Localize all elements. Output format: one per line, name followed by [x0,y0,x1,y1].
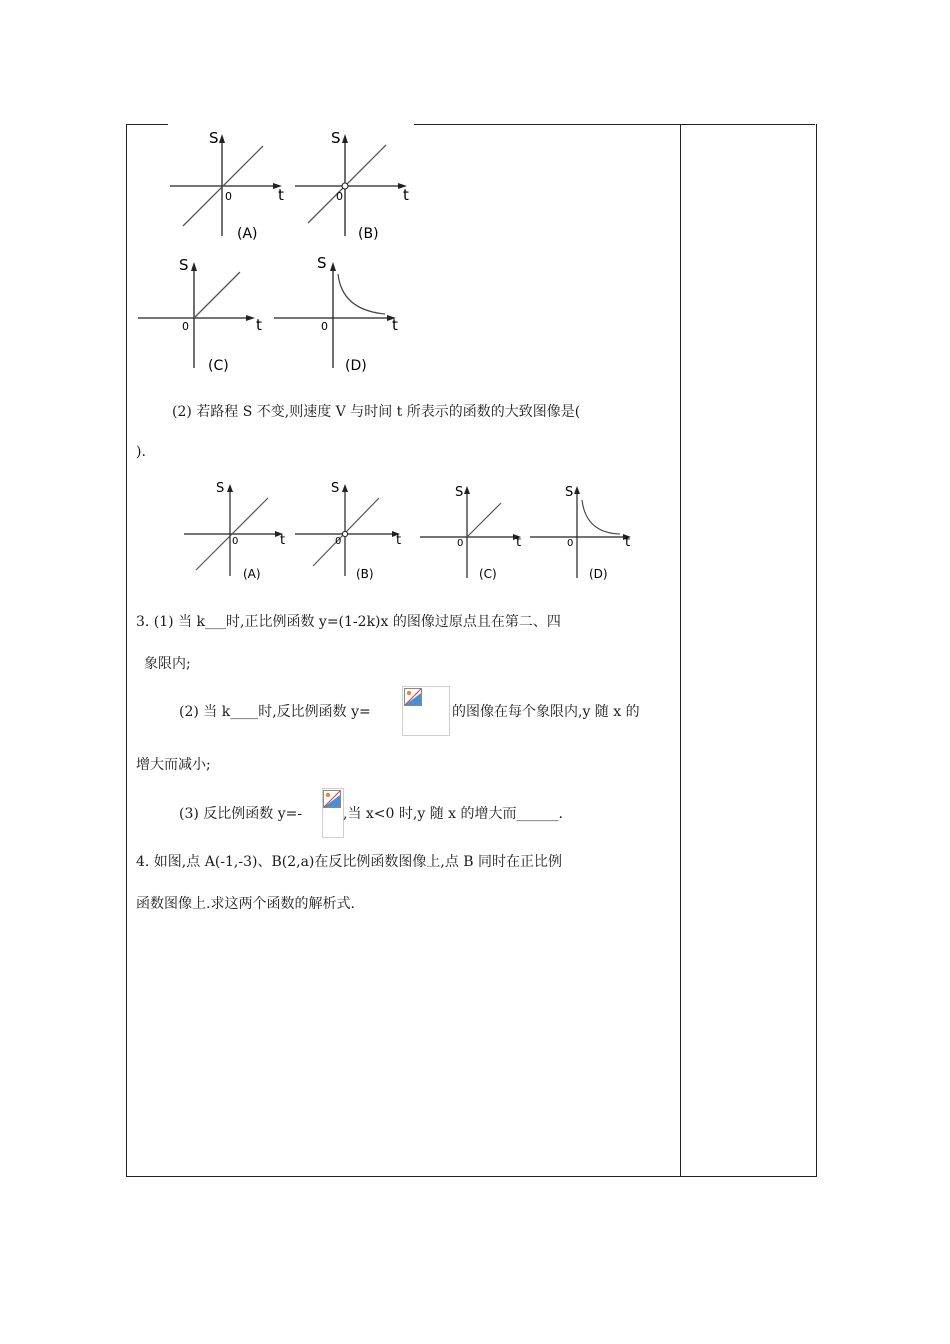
svg-text:(A): (A) [237,226,258,242]
question-3-part-1-continued: 象限内; [144,656,191,672]
svg-text:(B): (B) [358,226,379,242]
question-2-part-2-continued: ). [136,444,146,460]
svg-text:t: t [280,533,286,548]
svg-text:0: 0 [336,190,343,203]
svg-text:S: S [331,129,341,147]
question-3-part-1: 3. (1) 当 k___时,正比例函数 y=(1-2k)x 的图像过原点且在第二、四 [136,614,561,630]
svg-text:0: 0 [567,538,574,549]
svg-text:0: 0 [335,536,342,547]
broken-image-icon [404,688,422,706]
question-3-part-3: (3) 反比例函数 y=- [179,806,303,822]
question-3-part-3-tail: ,当 x<0 时,y 随 x 的增大而______. [343,806,563,822]
svg-text:S: S [209,129,219,147]
question-3-part-2: (2) 当 k____时,反比例函数 y= [179,704,371,720]
graph-a-row2 [180,478,290,586]
svg-text:(C): (C) [208,358,229,374]
svg-text:S: S [179,256,189,274]
question-2-part-2: (2) 若路程 S 不变,则速度 V 与时间 t 所表示的函数的大致图像是( [172,404,581,420]
question-4: 4. 如图,点 A(-1,-3)、B(2,a)在反比例函数图像上,点 B 同时在正比例 [136,854,563,870]
graph-b-row2 [293,478,408,586]
svg-text:S: S [216,481,225,496]
fraction-image-placeholder-2 [322,788,344,838]
svg-text:t: t [403,186,409,204]
question-4-continued: 函数图像上.求这两个函数的解析式. [136,896,355,912]
svg-text:0: 0 [232,536,239,547]
svg-text:(D): (D) [589,567,608,581]
svg-text:(B): (B) [356,567,374,581]
graph-c-row1 [136,252,271,377]
svg-text:0: 0 [457,538,464,549]
svg-text:(C): (C) [479,567,497,581]
svg-text:t: t [256,316,262,334]
svg-text:S: S [317,254,327,272]
svg-text:S: S [455,485,464,500]
fraction-image-placeholder [402,686,450,736]
table-column-divider [680,124,681,1176]
svg-text:0: 0 [321,320,328,333]
svg-text:(D): (D) [345,358,367,374]
svg-text:S: S [331,481,340,496]
question-3-part-2-tail: 的图像在每个象限内,y 随 x 的 [452,704,640,720]
graph-b-row1 [290,126,415,246]
graph-d-row1 [272,252,407,377]
table-top-border-left [126,124,168,125]
svg-text:0: 0 [225,190,232,203]
svg-text:t: t [392,316,398,334]
question-3-part-2-continued: 增大而减小; [136,757,211,773]
svg-text:t: t [278,186,284,204]
svg-text:(A): (A) [243,567,261,581]
svg-text:t: t [516,535,522,550]
graph-d-row2 [528,480,638,586]
table-top-border-right [414,124,815,125]
svg-text:0: 0 [182,320,189,333]
broken-image-icon [323,790,341,808]
svg-text:t: t [625,535,631,550]
svg-text:S: S [565,485,574,500]
graph-a-row1 [165,126,290,246]
graph-c-row2 [418,480,528,586]
svg-text:t: t [396,533,402,548]
